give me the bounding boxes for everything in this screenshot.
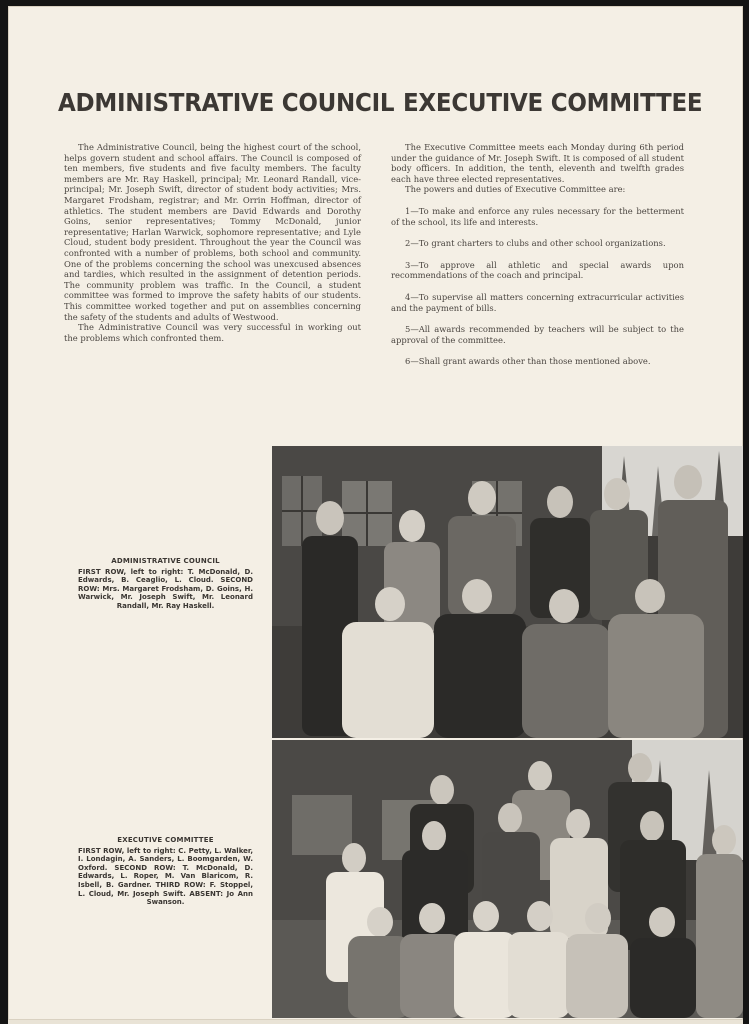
council-paragraph-2: The Administrative Council was very successful in working out the problems which confronted them. — [64, 322, 361, 343]
committee-duty-6: 6—Shall grant awards other than those mentioned above. — [405, 356, 651, 367]
committee-duty-2: 2—To grant charters to clubs and other school organizations. — [405, 238, 666, 249]
committee-intro-1: The Executive Committee meets each Monday during 6th period under the guidance of Mr. Joseph Swift. It is composed of all student body officers. In addition, the tenth, eleventh and twelfth grades each have three elected representatives. — [391, 142, 684, 184]
council-caption-title: ADMINISTRATIVE COUNCIL — [111, 557, 220, 565]
executive-committee-photo — [272, 740, 743, 1018]
executive-committee-caption — [78, 836, 253, 907]
administrative-council-text — [64, 142, 361, 343]
group-photo-icon — [272, 446, 743, 738]
group-photo-icon — [272, 740, 743, 1018]
scan-border-left — [0, 0, 8, 1024]
committee-duty-1: 1—To make and enforce any rules necessary for the betterment of the school, its life and interests. — [391, 205, 684, 227]
committee-duty-4: 4—To supervise all matters concerning extracurricular activities and the payment of bills. — [391, 291, 684, 313]
council-caption-body: FIRST ROW, left to right: T. McDonald, D. Edwards, B. Ceaglio, L. Cloud. SECOND ROW: Mrs. Margaret Frodsham, D. Goins, H. Warwick, Mr. Joseph Swift, Mr. Leonard Randall, Mr. Ray Haskell. — [78, 567, 253, 610]
committee-duty-5: 5—All awards recommended by teachers will be subject to the approval of the committee. — [391, 324, 684, 345]
scan-border-right — [743, 0, 749, 1024]
administrative-council-heading: ADMINISTRATIVE COUNCIL — [58, 88, 395, 117]
administrative-council-photo — [272, 446, 743, 738]
council-paragraph-1: The Administrative Council, being the highest court of the school, helps govern student and school affairs. The Council is composed of ten members, five students and five faculty members. The faculty members are Mr. Ray Haskell, principal; Mr. Leonard Randall, vice-principal; Mr. Joseph Swift, director of student body activities; Mrs. Margaret Frodsham, registrar; and Mr. Orrin Hoffman, director of athletics. The student members are David Edwards and Dorothy Goins, senior representatives; Tommy McDonald, junior representative; Harlan Warwick, sophomore representative; and Lyle Cloud, student body president. Throughout the year the Council was confronted with a number of problems, both school and community. One of the problems concerning the school was unexcused absences and tardies, which resulted in the assignment of detention periods. The community problem was traffic. In the Council, a student committee was formed to improve the safety habits of our students. This committee worked together and put on assemblies concerning the safety of the students and adults of Westwood. — [64, 142, 361, 322]
committee-caption-title: EXECUTIVE COMMITTEE — [117, 836, 214, 844]
executive-committee-text — [391, 142, 684, 367]
committee-intro-2: The powers and duties of Executive Committee are: — [405, 184, 626, 195]
committee-duty-3: 3—To approve all athletic and special awards upon recommendations of the coach and principal. — [391, 259, 684, 281]
committee-caption-body: FIRST ROW, left to right: C. Petty, L. Walker, I. Londagin, A. Sanders, L. Boomgarden, W. Oxford. SECOND ROW: T. McDonald, D. Edwards, L. Roper, M. Van Blaricom, R. Isbell, B. Gardner. THIRD ROW: F. Stoppel, L. Cloud, Mr. Joseph Swift. ABSENT: Jo Ann Swanson. — [78, 846, 253, 907]
administrative-council-caption — [78, 557, 253, 611]
executive-committee-heading: EXECUTIVE COMMITTEE — [403, 88, 703, 117]
